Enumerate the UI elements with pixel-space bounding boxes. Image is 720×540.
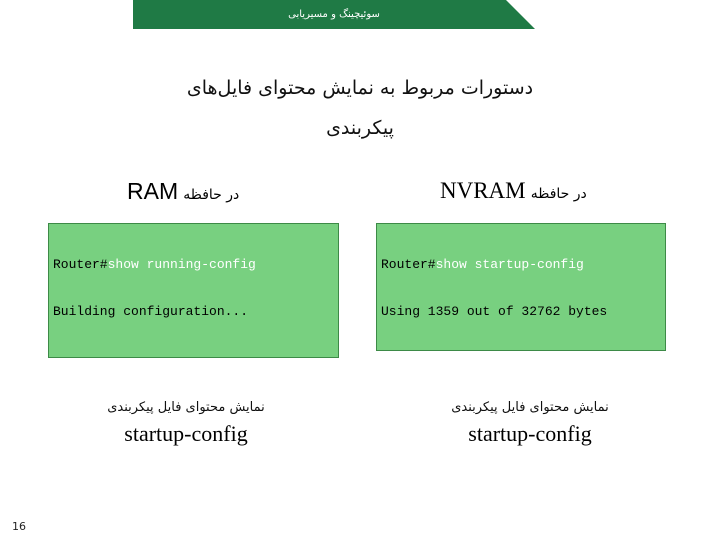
terminal-command-line <box>53 257 334 273</box>
terminal-output-line: Using 1359 out of 32762 bytes <box>381 303 608 319</box>
right-heading-memory: NVRAM <box>440 178 526 203</box>
terminal-command: show startup-config <box>435 257 584 273</box>
right-caption-persian: نمایش محتوای فایل پیکربندی <box>451 400 609 415</box>
terminal-command: show running-config <box>107 257 256 273</box>
header-banner <box>133 0 535 29</box>
left-heading-memory: RAM <box>127 178 179 204</box>
terminal-prompt: Router# <box>381 257 436 273</box>
running-config-terminal <box>48 223 339 358</box>
slide-title-line-2: پیکربندی <box>326 117 394 139</box>
left-column-heading <box>127 178 239 208</box>
startup-config-terminal <box>376 223 666 351</box>
page-number: 16 <box>12 520 26 533</box>
left-heading-prefix: در حافظه <box>183 187 240 203</box>
slide-title-line-1: دستورات مربوط به نمایش محتوای فایل‌های <box>186 77 534 99</box>
right-heading-prefix: در حافظه <box>530 186 587 202</box>
banner-corner-notch <box>506 0 535 29</box>
terminal-output-line <box>53 351 334 358</box>
terminal-output-line: Building configuration... <box>53 303 249 319</box>
right-column-heading <box>440 178 587 208</box>
left-caption-persian: نمایش محتوای فایل پیکربندی <box>107 400 265 415</box>
banner-text: سوئیچینگ و مسیریابی <box>288 9 380 20</box>
terminal-prompt: Router# <box>53 257 108 273</box>
left-caption-english: startup-config <box>124 421 248 446</box>
terminal-command-line <box>381 257 661 273</box>
right-caption-english: startup-config <box>468 421 592 446</box>
